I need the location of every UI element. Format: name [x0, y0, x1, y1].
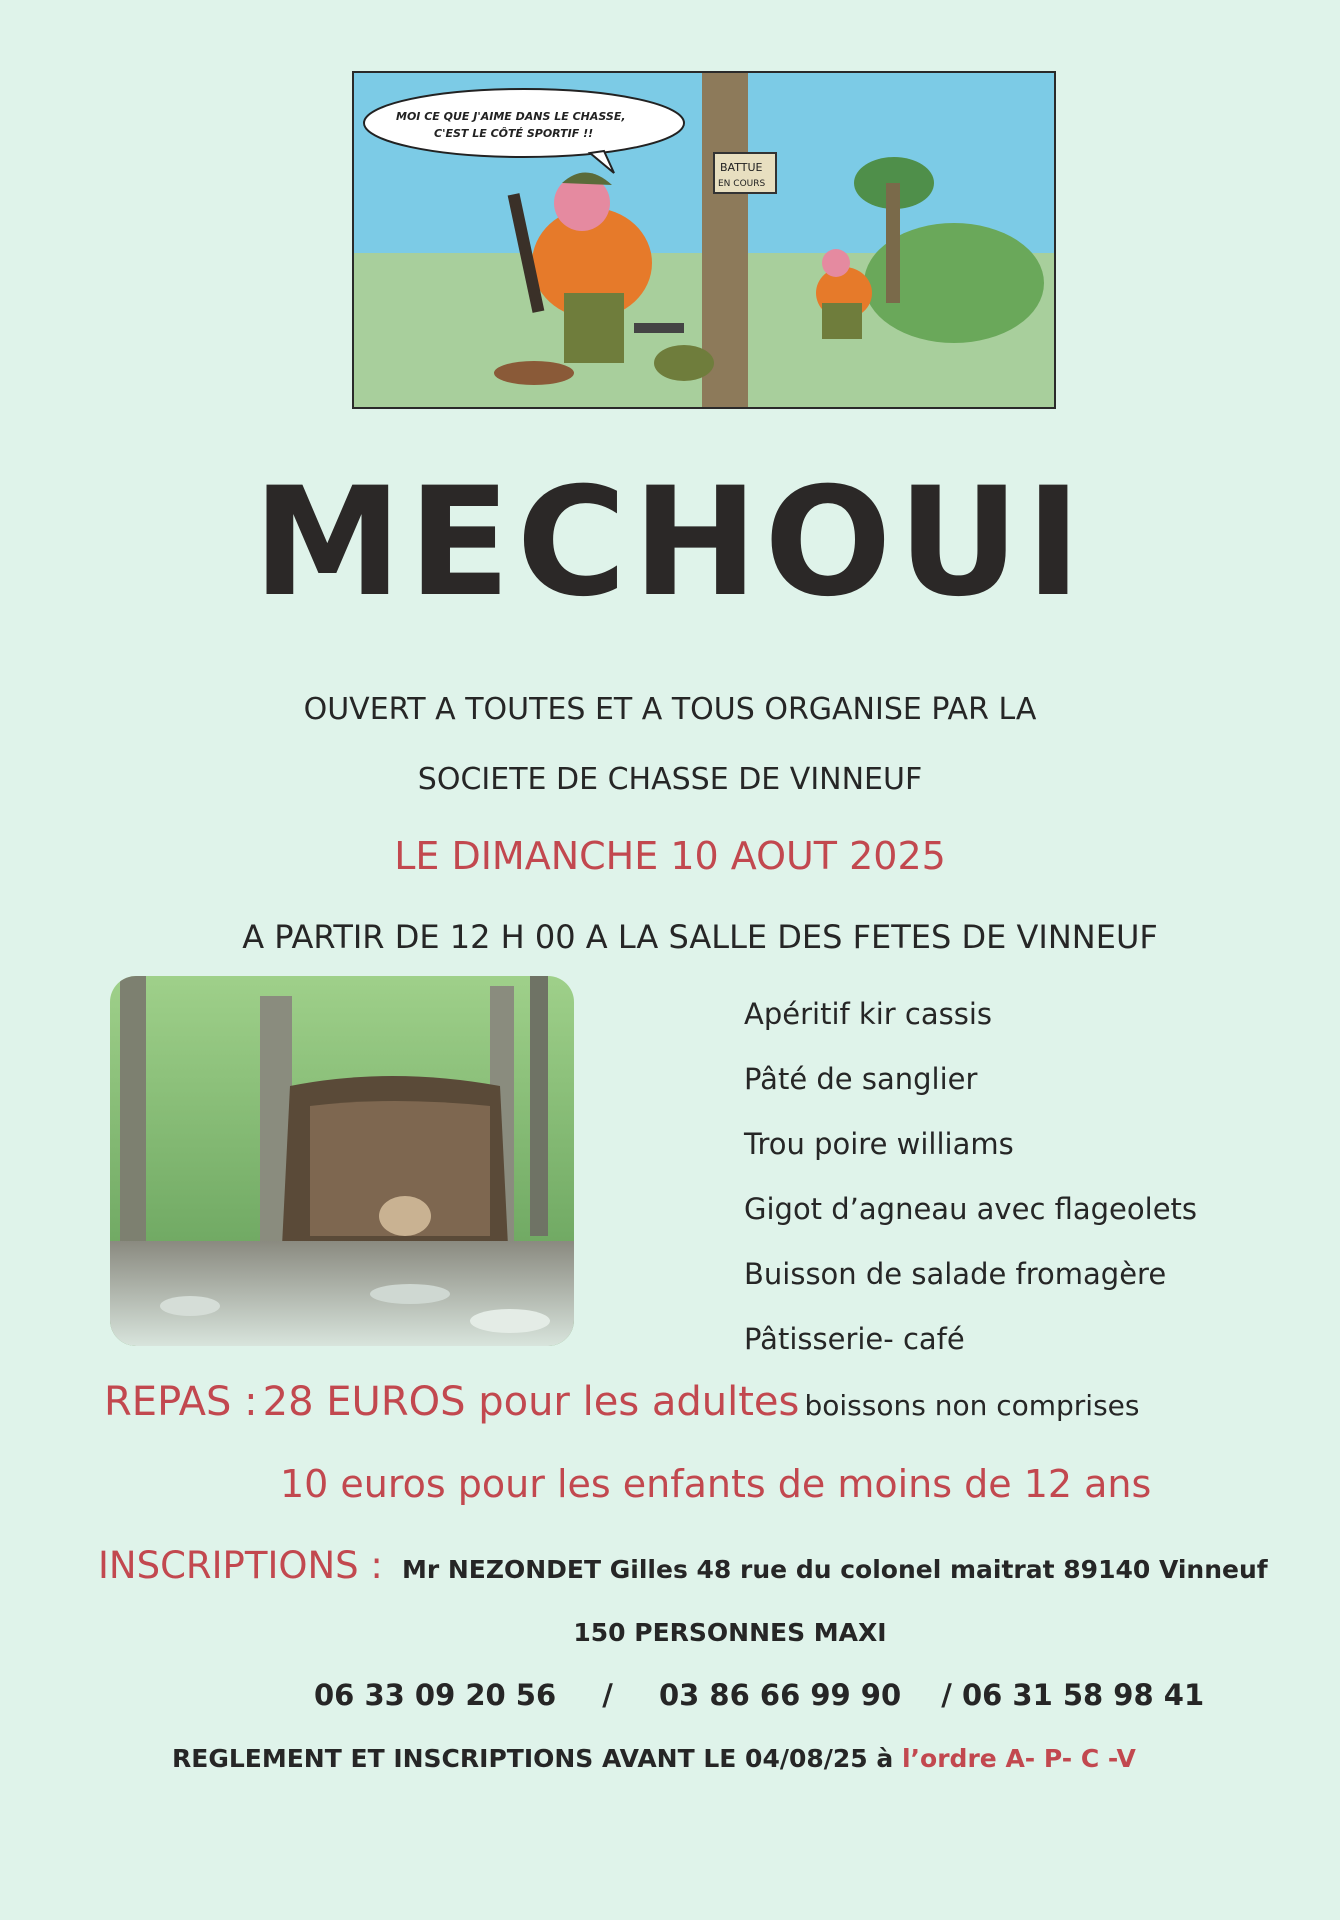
hunting-cartoon-image — [352, 71, 1056, 409]
phone-number: 03 86 66 99 90 — [658, 1678, 902, 1712]
capacity: 150 PERSONNES MAXI — [573, 1618, 887, 1647]
speech-line2: C'EST LE CÔTÉ SPORTIF !! — [434, 127, 594, 140]
phone-number: / 06 31 58 98 41 — [941, 1678, 1205, 1712]
registration-line — [98, 1544, 1268, 1587]
speech-line1: MOI CE QUE J'AIME DANS LE CHASSE, — [396, 110, 626, 123]
event-venue: A PARTIR DE 12 H 00 A LA SALLE DES FETES DE VINNEUF — [242, 918, 1158, 956]
deadline-text: REGLEMENT ET INSCRIPTIONS AVANT LE 04/08/25 à — [172, 1744, 894, 1773]
adult-price-line — [104, 1379, 1139, 1425]
menu-item: Apéritif kir cassis — [744, 997, 993, 1031]
sign-text-line2: EN COURS — [718, 179, 766, 189]
organizer-line-1: OUVERT A TOUTES ET A TOUS ORGANISE PAR LA — [303, 692, 1037, 727]
phone-numbers — [314, 1678, 1204, 1712]
menu-item: Buisson de salade fromagère — [744, 1257, 1167, 1291]
organizer-line-2: SOCIETE DE CHASSE DE VINNEUF — [417, 762, 923, 797]
payment-deadline — [172, 1744, 1136, 1773]
sign-text-line1: BATTUE — [720, 161, 763, 174]
registration-contact: Mr NEZONDET Gilles 48 rue du colonel maitrat 89140 Vinneuf — [401, 1555, 1268, 1584]
phone-separator: / — [602, 1678, 613, 1712]
event-title: MECHOUI — [252, 456, 1088, 630]
adult-price: 28 EUROS pour les adultes — [262, 1379, 800, 1425]
registration-label: INSCRIPTIONS : — [98, 1544, 383, 1587]
menu-list — [744, 982, 1197, 1372]
menu-item: Trou poire williams — [744, 1127, 1014, 1161]
event-date: LE DIMANCHE 10 AOUT 2025 — [394, 834, 946, 878]
menu-item: Pâtisserie- café — [744, 1322, 965, 1356]
children-price: 10 euros pour les enfants de moins de 12 ans — [280, 1462, 1152, 1506]
menu-item: Gigot d’agneau avec flageolets — [744, 1192, 1198, 1226]
phone-number: 06 33 09 20 56 — [314, 1678, 557, 1712]
repas-label: REPAS : — [104, 1379, 258, 1425]
payable-to: l’ordre A- P- C -V — [901, 1744, 1136, 1773]
drinks-note: boissons non comprises — [804, 1389, 1140, 1422]
forest-photo — [110, 976, 574, 1346]
menu-item: Pâté de sanglier — [744, 1062, 978, 1096]
